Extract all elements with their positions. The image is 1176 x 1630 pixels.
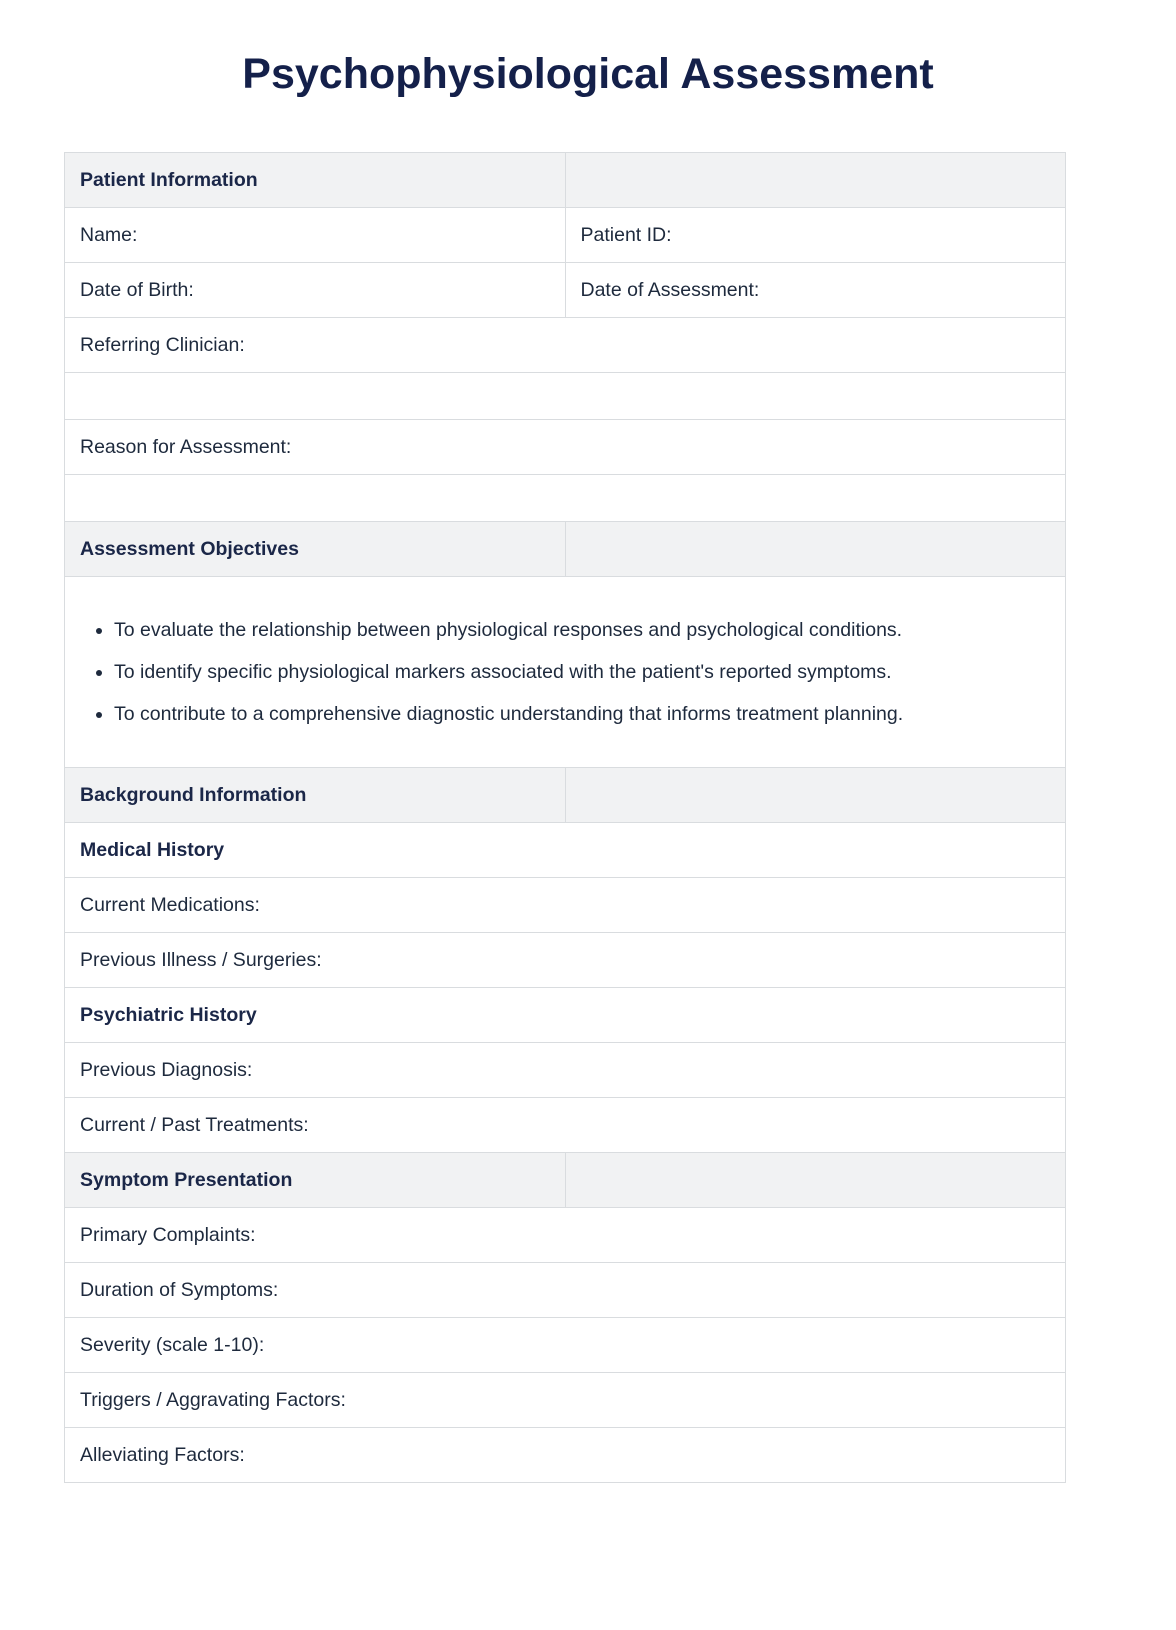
list-item: • To contribute to a comprehensive diagnostic understanding that informs treatment planning. [114, 703, 1065, 726]
current-medications-field[interactable]: Current Medications: [65, 878, 1066, 933]
table-row [65, 1318, 1066, 1373]
objectives-row [65, 577, 1066, 768]
section-title: Assessment Objectives [65, 522, 566, 577]
subsection-psychiatric-history [65, 988, 1066, 1043]
page-title: Psychophysiological Assessment [242, 50, 934, 98]
section-header-background-information [65, 768, 1066, 823]
section-title: Background Information [65, 768, 566, 823]
section-title: Symptom Presentation [65, 1153, 566, 1208]
empty-row [65, 373, 1066, 420]
previous-diagnosis-field[interactable]: Previous Diagnosis: [65, 1043, 1066, 1098]
section-header-patient-information [65, 153, 1066, 208]
table-row [65, 1043, 1066, 1098]
table-row [65, 933, 1066, 988]
table-row [65, 1098, 1066, 1153]
patient-id-field[interactable]: Patient ID: [565, 208, 1066, 263]
referring-clinician-answer[interactable] [65, 373, 1066, 420]
alleviating-factors-field[interactable]: Alleviating Factors: [65, 1428, 1066, 1483]
list-item: • To evaluate the relationship between physiological responses and psychological conditions. [114, 619, 1065, 642]
list-item: • To identify specific physiological markers associated with the patient's reported symptoms. [114, 661, 1065, 684]
section-title: Patient Information [65, 153, 566, 208]
reason-for-assessment-field[interactable]: Reason for Assessment: [65, 420, 1066, 475]
referring-clinician-field[interactable]: Referring Clinician: [65, 318, 1066, 373]
table-row [65, 1208, 1066, 1263]
table-row [65, 208, 1066, 263]
treatments-field[interactable]: Current / Past Treatments: [65, 1098, 1066, 1153]
table-row [65, 263, 1066, 318]
triggers-field[interactable]: Triggers / Aggravating Factors: [65, 1373, 1066, 1428]
section-header-assessment-objectives [65, 522, 1066, 577]
empty-row [65, 475, 1066, 522]
table-row [65, 878, 1066, 933]
table-row [65, 1373, 1066, 1428]
table-row [65, 420, 1066, 475]
reason-answer[interactable] [65, 475, 1066, 522]
name-field[interactable]: Name: [65, 208, 566, 263]
section-header-symptom-presentation [65, 1153, 1066, 1208]
table-row [65, 1428, 1066, 1483]
severity-field[interactable]: Severity (scale 1-10): [65, 1318, 1066, 1373]
previous-illness-field[interactable]: Previous Illness / Surgeries: [65, 933, 1066, 988]
date-of-assessment-field[interactable]: Date of Assessment: [565, 263, 1066, 318]
objectives-list [80, 591, 1065, 754]
primary-complaints-field[interactable]: Primary Complaints: [65, 1208, 1066, 1263]
duration-field[interactable]: Duration of Symptoms: [65, 1263, 1066, 1318]
table-row [65, 318, 1066, 373]
subsection-title: Medical History [65, 823, 1066, 878]
date-of-birth-field[interactable]: Date of Birth: [65, 263, 566, 318]
subsection-title: Psychiatric History [65, 988, 1066, 1043]
subsection-medical-history [65, 823, 1066, 878]
table-row [65, 1263, 1066, 1318]
assessment-form-table [64, 152, 1066, 1483]
